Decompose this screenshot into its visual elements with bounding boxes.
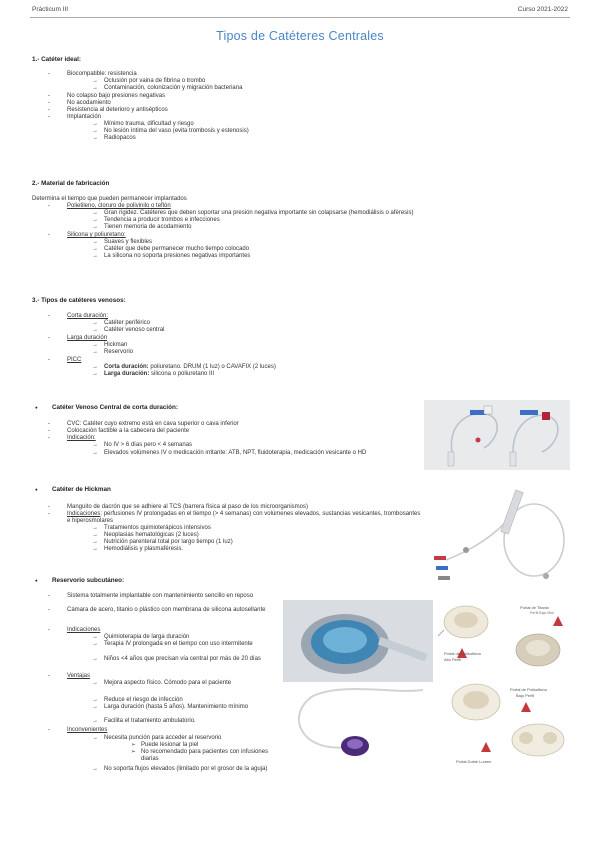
- list-item: → Hemodiálisis y plasmaféresis.: [104, 546, 183, 553]
- port-label: Portal Doble Lumen: [456, 759, 492, 764]
- page-title: Tipos de Catéteres Centrales: [216, 29, 384, 43]
- port-sublabel: Perfil Bajo Mini: [530, 611, 554, 615]
- section-venous-types-heading: 3.- Tipos de catéteres venosos:: [32, 297, 126, 304]
- list-item: → Nutrición parenteral total por largo tiempo (1 luz): [104, 539, 233, 546]
- list-item: ➢ Puede lesionar la piel: [141, 742, 198, 749]
- reservoir-port-image: [283, 600, 433, 682]
- port-label: Portal de Polisulfona: [510, 687, 547, 692]
- list-item: → Oclusión por vaina de fibrina o trombo: [104, 78, 205, 85]
- list-item: → Niños <4 años que precisan vía central por más de 20 días: [104, 656, 276, 663]
- list-item: → Suaves y flexibles: [104, 239, 152, 246]
- list-item: → No lesión íntima del vaso (evita trombosis y estenosis): [104, 128, 249, 135]
- list-item: → Reservorio: [104, 349, 133, 356]
- cvc-catheter-image: [424, 400, 570, 470]
- list-item: - Larga duración: [67, 335, 107, 342]
- list-item: → Facilita el tratamiento ambulatorio.: [104, 718, 196, 725]
- list-item: → Mínimo trauma, dificultad y riesgo: [104, 121, 194, 128]
- list-item: → Larga duración (hasta 5 años). Mantenimiento mínimo: [104, 704, 270, 711]
- list-item: [104, 364, 276, 371]
- port-with-tube-image: [283, 686, 433, 764]
- list-item: → Contaminación, colonización y migración bacteriana: [104, 85, 242, 92]
- list-item: → Catéter periférico: [104, 320, 150, 327]
- list-item: → Gran rigidez. Catéteres que deben soportar una presión negativa importante sin colapsarse (hemodiálisis o aféresis): [104, 210, 414, 217]
- list-item: - Silicona y poliuretano:: [67, 232, 126, 239]
- list-item: → Elevados volúmenes IV o medicación irritante: ATB, NPT, fluidoterapia, medicación vesicante o HD: [104, 450, 404, 457]
- reservoir-port-drawing: [283, 600, 433, 682]
- section-material-intro: Determina el tiempo que pueden permanecer implantados: [32, 196, 187, 202]
- list-item: - Cámara de acero, titanio o plástico con membrana de silicona autosellante: [67, 607, 272, 614]
- list-item: [67, 511, 422, 525]
- list-item: → Catéter que debe permanecer mucho tiempo colocado: [104, 246, 249, 253]
- label-bold: Corta duración:: [104, 364, 149, 370]
- port-sublabel: Bajo Perfil: [516, 693, 535, 698]
- hickman-catheter-drawing: [426, 482, 574, 588]
- list-item: - CVC: Catéter cuyo extremo está en cava superior o cava inferior: [67, 421, 239, 428]
- list-item: - Manguito de dacrón que se adhiere al TCS (barrera física al paso de los microorganismos): [67, 504, 308, 511]
- port-types-drawing: [438, 600, 578, 770]
- list-item: → Terapia IV prolongada en el tiempo con uso intermitente: [104, 641, 276, 648]
- list-item: [104, 371, 214, 378]
- list-item: → Necesita punción para acceder al reservorio: [104, 735, 221, 742]
- port-types-diagram: [438, 600, 578, 770]
- list-item: → Tienen memoria de acodamiento: [104, 224, 192, 231]
- list-item: → Neoplasias hematológicas (2 luces): [104, 532, 199, 539]
- list-item: - Colocación factible a la cabecera del paciente: [67, 428, 189, 435]
- list-item: ➢ No recomendado para pacientes con infusiones diarias: [141, 749, 271, 763]
- list-item: → Hickman: [104, 342, 127, 349]
- label-text: silicona o poliuretano III: [149, 371, 215, 377]
- list-item: → Quimioterapia de larga duración: [104, 634, 189, 641]
- section-ideal-catheter-heading: 1.- Catéter ideal:: [32, 56, 81, 63]
- list-item: - Implantación: [67, 114, 101, 121]
- header-course-name: Prácticum III: [32, 6, 69, 13]
- hickman-catheter-image: [426, 482, 574, 588]
- list-item: → Catéter venoso central: [104, 327, 164, 334]
- list-item: - PICC: [67, 357, 81, 364]
- list-item: - Ventajas: [67, 673, 90, 680]
- header-divider: [30, 17, 570, 18]
- list-item: → La silicona no soporta presiones negativas importantes: [104, 253, 250, 260]
- list-item: - Polietileno, cloruro de polivinilo o teflón: [67, 203, 171, 210]
- label-bold: Larga duración:: [104, 371, 150, 377]
- cvc-catheter-drawing: [424, 400, 570, 470]
- list-item: - Sistema totalmente implantable con mantenimiento sencillo en reposo: [67, 593, 272, 600]
- list-item: → No IV > 6 días pero < 4 semanas: [104, 442, 192, 449]
- list-item: → Radiopacos: [104, 135, 136, 142]
- list-item: - Inconvenientes: [67, 727, 107, 734]
- list-item: → No soporta flujos elevados (limitado por el grosor de la aguja): [104, 766, 269, 773]
- list-item: → Mejora aspecto físico. Cómodo para el paciente: [104, 680, 276, 687]
- list-item: - Biocompatible: resistencia: [67, 71, 137, 78]
- list-item: - Resistencia al deterioro y antisépticos: [67, 107, 168, 114]
- list-item: → Tratamientos quimioterápicos intensivos: [104, 525, 211, 532]
- section-reservoir-heading: ● Reservorio subcutáneo:: [52, 577, 124, 584]
- port-label: Portal de Polisulfona: [444, 651, 481, 656]
- label-text: : perfusiones IV prolongadas en el tiempo (> 4 semanas) con volúmenes elevados, sustancias vesicantes, trombosantes e hiperosmolares: [67, 511, 421, 524]
- section-cvc-heading: ● Catéter Venoso Central de corta duración:: [52, 404, 178, 411]
- header-academic-year: Curso 2021-2022: [517, 6, 568, 13]
- list-item: → Tendencia a producir trombos e infecciones: [104, 217, 220, 224]
- port-sublabel: Alto Perfil: [444, 657, 462, 662]
- label-text: poliuretano. DRUM (1 luz) o CAVAFIX (2 luces): [148, 364, 276, 370]
- section-hickman-heading: ● Catéter de Hickman: [52, 486, 111, 493]
- label-underlined: Indicaciones: [67, 511, 101, 517]
- list-item: - Indicaciones: [67, 627, 100, 634]
- port-with-tube-drawing: [283, 686, 433, 764]
- list-item: - No colapso bajo presiones negativas: [67, 93, 165, 100]
- list-item: - Indicación:: [67, 435, 96, 442]
- list-item: → Reduce el riesgo de infección: [104, 697, 183, 704]
- list-item: - Corta duración:: [67, 313, 108, 320]
- section-material-heading: 2.- Material de fabricación: [32, 180, 110, 187]
- list-item: - No acodamiento: [67, 100, 111, 107]
- port-label: Portal de Titanio: [520, 605, 549, 610]
